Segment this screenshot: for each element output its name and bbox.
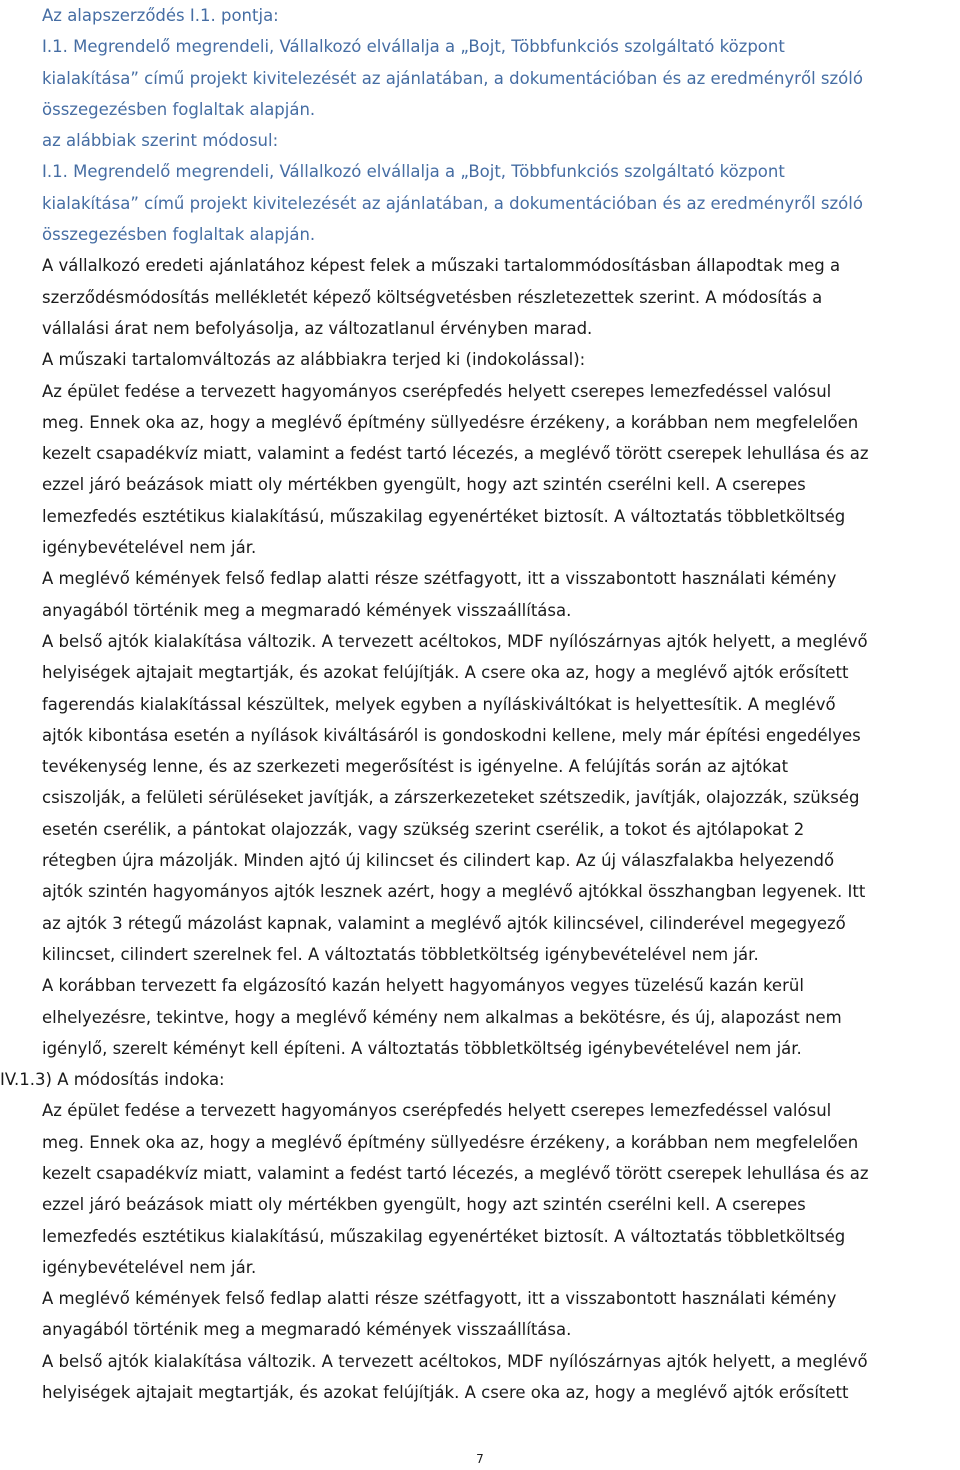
text-line: csiszolják, a felületi sérüléseket javítják, a zárszerkezeteket szétszedik, javítják, olajozzák, szükség (42, 788, 860, 808)
text-line: A meglévő kémények felső fedlap alatti része szétfagyott, itt a visszabontott használati kémény (42, 1289, 837, 1309)
text-line: helyiségek ajtajait megtartják, és azokat felújítják. A csere oka az, hogy a meglévő ajtók erősített (42, 663, 849, 683)
text-line: igénybevételével nem jár. (42, 538, 257, 558)
text-line: összegezésben foglaltak alapján. (42, 99, 316, 119)
text-line: helyiségek ajtajait megtartják, és azokat felújítják. A csere oka az, hogy a meglévő ajtók erősített (42, 1383, 849, 1403)
text-line: lemezfedés esztétikus kialakítású, műszakilag egyenértéket biztosít. A változtatás többletköltség (42, 1226, 846, 1246)
text-line: Az épület fedése a tervezett hagyományos cserépfedés helyett cserepes lemezfedéssel valósul (42, 381, 832, 401)
text-line: lemezfedés esztétikus kialakítású, műszakilag egyenértéket biztosít. A változtatás többletköltség (42, 506, 846, 526)
text-line: összegezésben foglaltak alapján. (42, 225, 316, 245)
text-line: kezelt csapadékvíz miatt, valamint a fedést tartó lécezés, a meglévő törött cserepek lehullása és az (42, 1163, 869, 1183)
text-line: A korábban tervezett fa elgázosító kazán helyett hagyományos vegyes tüzelésű kazán kerül (42, 976, 804, 996)
text-line: I.1. Megrendelő megrendeli, Vállalkozó elvállalja a „Bojt, Többfunkciós szolgáltató központ (42, 37, 785, 57)
text-line: Az alapszerződés I.1. pontja: (42, 6, 279, 25)
text-line: rétegben újra mázolják. Minden ajtó új kilincset és cilindert kap. Az új válaszfalakba helyezendő (42, 851, 835, 871)
text-line: ezzel járó beázások miatt oly mértékben gyengült, hogy azt szintén cserélni kell. A cserepes (42, 475, 806, 495)
text-line: kialakítása” című projekt kivitelezését az ajánlatában, a dokumentációban és az eredményről szóló (42, 193, 863, 213)
text-line: ajtók kibontása esetén a nyílások kiváltásáról is gondoskodni kellene, mely már építési engedélyes (42, 725, 861, 745)
text-line: elhelyezésre, tekintve, hogy a meglévő kémény nem alkalmas a bekötésre, és új, alapozást nem (42, 1007, 842, 1027)
page-number: 7 (476, 1452, 484, 1466)
text-line: kezelt csapadékvíz miatt, valamint a fedést tartó lécezés, a meglévő törött cserepek lehullása és az (42, 444, 869, 464)
text-line: tevékenység lenne, és az szerkezeti megerősítést is igényelne. A felújítás során az ajtókat (42, 757, 789, 777)
text-line: A belső ajtók kialakítása változik. A tervezett acéltokos, MDF nyílószárnyas ajtók helyett, a meglévő (42, 1351, 868, 1371)
text-line: ezzel járó beázások miatt oly mértékben gyengült, hogy azt szintén cserélni kell. A cserepes (42, 1195, 806, 1215)
text-line: igénybevételével nem jár. (42, 1257, 257, 1277)
text-line: A vállalkozó eredeti ajánlatához képest felek a műszaki tartalommódosításban állapodtak meg a (42, 256, 841, 276)
text-line: A műszaki tartalomváltozás az alábbiakra terjed ki (indokolással): (42, 350, 586, 370)
text-line: fagerendás kialakítással készültek, melyek egyben a nyíláskiváltókat is helyettesítik. A meglévő (42, 694, 836, 714)
text-line: A meglévő kémények felső fedlap alatti része szétfagyott, itt a visszabontott használati kémény (42, 569, 837, 589)
text-line: meg. Ennek oka az, hogy a meglévő építmény süllyedésre érzékeny, a korábban nem megfelelően (42, 412, 859, 432)
text-line: anyagából történik meg a megmaradó kémények visszaállítása. (42, 1320, 572, 1340)
text-line: Az épület fedése a tervezett hagyományos cserépfedés helyett cserepes lemezfedéssel valósul (42, 1101, 832, 1121)
text-line: igénylő, szerelt kéményt kell építeni. A változtatás többletköltség igénybevételével nem jár. (42, 1038, 802, 1058)
text-line: szerződésmódosítás mellékletét képező költségvetésben részletezettek szerint. A módosítás a (42, 287, 823, 307)
text-line: ajtók szintén hagyományos ajtók lesznek azért, hogy a meglévő ajtókkal összhangban legyenek. Itt (42, 882, 866, 902)
text-line: I.1. Megrendelő megrendeli, Vállalkozó elvállalja a „Bojt, Többfunkciós szolgáltató központ (42, 162, 785, 182)
text-line: az ajtók 3 rétegű mázolást kapnak, valamint a meglévő ajtók kilincsével, cilinderével megegyező (42, 913, 846, 933)
text-line: kilincset, cilindert szerelnek fel. A változtatás többletköltség igénybevételével nem jár. (42, 944, 759, 964)
text-line: kialakítása” című projekt kivitelezését az ajánlatában, a dokumentációban és az eredményről szóló (42, 68, 863, 88)
text-line: vállalási árat nem befolyásolja, az változatlanul érvényben marad. (42, 318, 593, 338)
text-line: A belső ajtók kialakítása változik. A tervezett acéltokos, MDF nyílószárnyas ajtók helyett, a meglévő (42, 631, 868, 651)
text-line: anyagából történik meg a megmaradó kémények visszaállítása. (42, 600, 572, 620)
text-line: meg. Ennek oka az, hogy a meglévő építmény süllyedésre érzékeny, a korábban nem megfelelően (42, 1132, 859, 1152)
text-line: esetén cserélik, a pántokat olajozzák, vagy szükség szerint cserélik, a tokot és ajtólapokat 2 (42, 819, 805, 839)
text-line: az alábbiak szerint módosul: (42, 131, 279, 151)
section-heading: IV.1.3) A módosítás indoka: (0, 1070, 225, 1090)
